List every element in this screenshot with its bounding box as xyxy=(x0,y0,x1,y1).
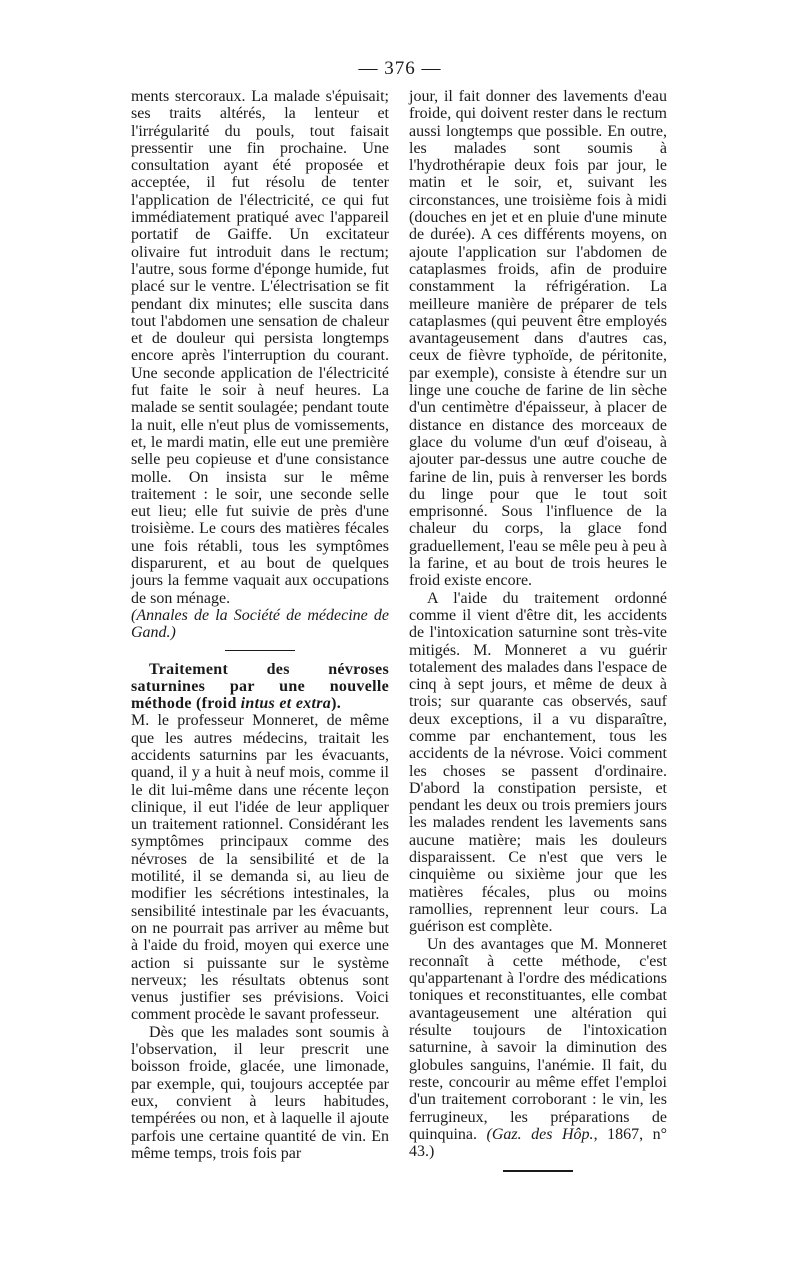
paragraph: M. le professeur Monneret, de même que les autres médecins, traitait les accidents saturnins par les évacuants, quand, il y a huit à neuf mois, comme il le dit lui-même dans une récente leçon clinique, il eut l'idée de leur appliquer un traitement rationnel. Considérant les symptômes principaux comme des névroses de la sensibilité et de la motilité, il se demanda si, au lieu de modifier les sécrétions intestinales, la sensibilité intestinale par les évacuants, on ne pourrait pas arriver au même but à l'aide du froid, moyen qui exerce une action si puissante sur le système nerveux; les résultats obtenus sont venus justifier ses prévisions. Voici comment procède le savant professeur. xyxy=(131,712,389,1024)
page-number: — 376 — xyxy=(358,58,442,79)
citation-journal: (Gaz. des Hôp. xyxy=(486,1125,594,1143)
paragraph: ments stercoraux. La malade s'épuisait; ses traits altérés, la lenteur et l'irrégularité du pouls, tout faisait pressentir une fin prochaine. Une consultation ayant été proposée et acceptée, il fut résolu de tenter l'application de l'électricité, ce qui fut immédiatement pratiqué avec l'appareil portatif de Gaiffe. Un excitateur olivaire fut introduit dans le rectum; l'autre, sous forme d'éponge humide, fut placé sur le ventre. L'électrisation se fit pendant dix minutes; elle suscita dans tout l'abdomen une sensation de chaleur et de douleur qui persista longtemps encore après l'interruption du courant. Une seconde application de l'électricité fut faite le soir à neuf heures. La malade se sentit soulagée; pendant toute la nuit, elle n'eut plus de vomissements, et, le mardi matin, elle eut une première selle peu copieuse et d'une consistance molle. On insista sur le même traitement : le soir, une seconde selle eut lieu; elle fut suivie de près d'une troisième. Le cours des matières fécales une fois rétabli, tous les symptômes disparurent, et au bout de quelques jours la femme vaquait aux occupations de son ménage. xyxy=(131,88,389,607)
left-column xyxy=(131,88,389,1162)
heading-italic: intus et extra xyxy=(240,695,332,713)
heading-end: ). xyxy=(331,695,342,713)
end-divider xyxy=(503,1170,573,1172)
heading-title: Traitement des névroses saturnines par une nouvelle méthode (froid xyxy=(131,660,389,713)
paragraph: A l'aide du traitement ordonné comme il vient d'être dit, les accidents de l'intoxication saturnine sont très-vite mitigés. M. Monneret a vu guérir totalement des malades dans l'espace de cinq à sept jours, et même de deux à trois; sur quarante cas observés, sauf deux exceptions, il a vu disparaître, comme par enchantement, tous les accidents de la névrose. Voici comment les choses se passent d'ordinaire. D'abord la constipation persiste, et pendant les deux ou trois premiers jours les malades rendent les lavements sans aucune matière; mais les douleurs disparaissent. Ce n'est que vers le cinquième ou sixième jour que les matières fécales, plus ou moins ramollies, reprennent leur cours. La guérison est complète. xyxy=(409,589,667,936)
section-heading xyxy=(131,661,389,713)
paragraph xyxy=(409,936,667,1161)
right-column xyxy=(409,88,667,1172)
paragraph-text: Un des avantages que M. Monneret reconnaît à cette méthode, c'est qu'appartenant à l'ordre des médications toniques et reconstituantes, elle combat avantageusement une altération qui résulte toujours de l'intoxication saturnine, à savoir la diminution des globules sanguins, l'anémie. Il fait, du reste, concourir au même effet l'emploi d'un traitement corroborant : le vin, les ferrugineux, les préparations de quinquina. xyxy=(409,935,667,1143)
section-divider xyxy=(225,650,295,651)
citation-ref: , 1867, n° 43.) xyxy=(409,1125,667,1161)
citation: (Annales de la Société de médecine de Gand.) xyxy=(131,606,389,642)
paragraph: Dès que les malades sont soumis à l'observation, il leur prescrit une boisson froide, glacée, une limonade, par exemple, qui, toujours acceptée par eux, convient à leurs habitudes, tempérées ou non, et à laquelle il ajoute parfois une certaine quantité de vin. En même temps, trois fois par xyxy=(131,1023,389,1162)
paragraph: jour, il fait donner des lavements d'eau froide, qui doivent rester dans le rectum aussi longtemps que possible. En outre, les malades sont soumis à l'hydrothérapie deux fois par jour, le matin et le soir, et, suivant les circonstances, une troisième fois à midi (douches en jet et en pluie d'une minute de durée). A ces différents moyens, on ajoute l'application sur l'abdomen de cataplasmes froids, afin de produire constamment la réfrigération. La meilleure manière de préparer de tels cataplasmes (qui peuvent être employés avantageusement dans d'autres cas, ceux de fièvre typhoïde, de péritonite, par exemple), consiste à étendre sur un linge une couche de farine de lin sèche d'un centimètre d'épaisseur, à placer de distance en distance des morceaux de glace du volume d'un œuf d'oiseau, à ajouter par-dessus une autre couche de farine de lin, puis à renverser les bords du linge pour que le tout soit emprisonné. Sous l'influence de la chaleur du corps, la glace fond graduellement, l'eau se mêle peu à peu à la farine, et au bout de trois heures le froid existe encore. xyxy=(409,88,667,590)
